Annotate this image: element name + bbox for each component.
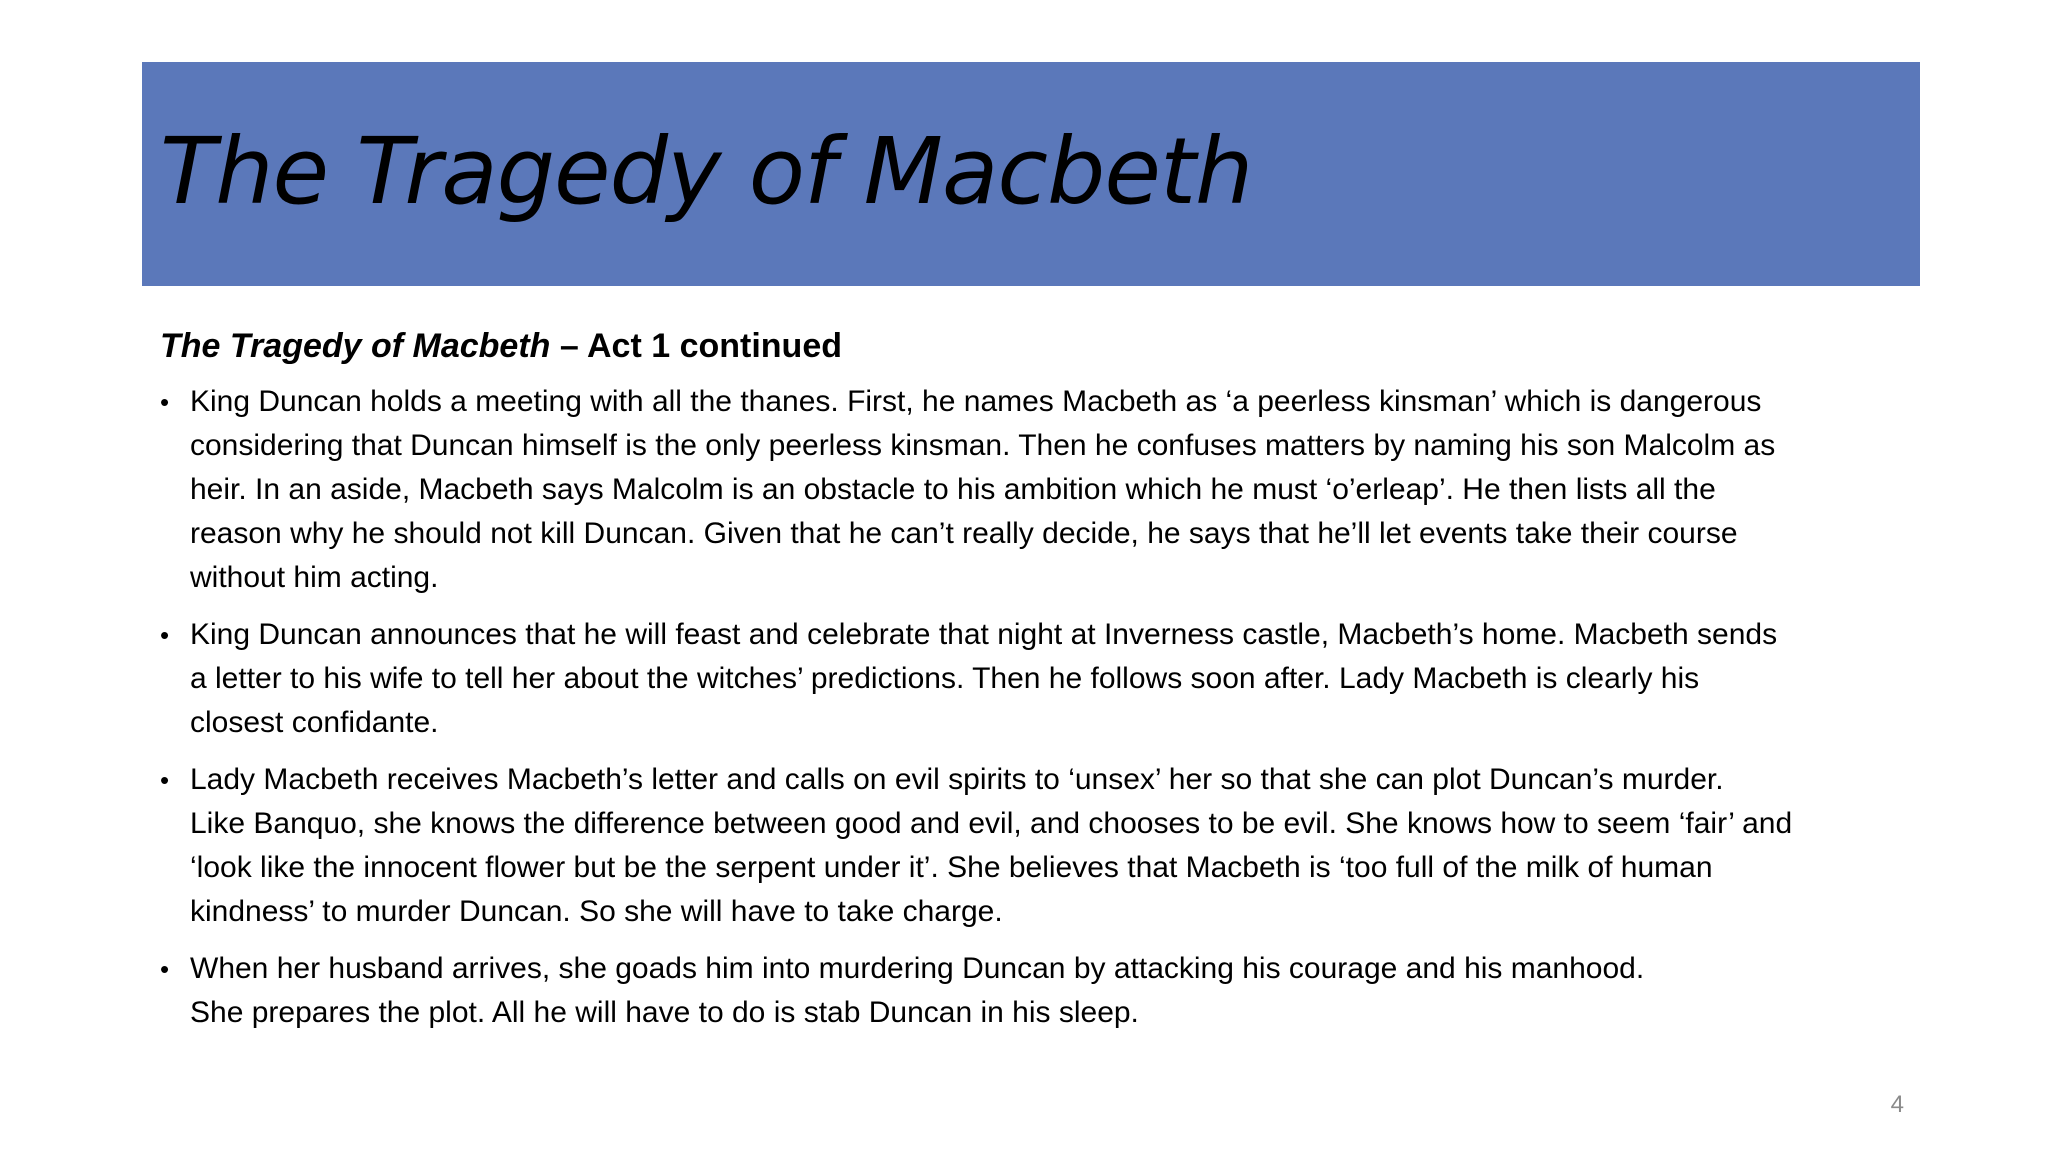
bullet-icon: • xyxy=(160,765,170,795)
bullet-line: King Duncan announces that he will feast and celebrate that night at Inverness castle, Macbeth’s home. Macbeth sends xyxy=(190,618,1778,651)
bullet-line: closest confidante. xyxy=(190,706,439,739)
bullet-line: Like Banquo, she knows the difference between good and evil, and chooses to be evil. She knows how to seem ‘fair’ and xyxy=(190,807,1793,840)
bullet-item-feast-announcement xyxy=(160,613,1860,745)
bullet-line: kindness’ to murder Duncan. So she will have to take charge. xyxy=(190,895,1003,928)
bullet-line: King Duncan holds a meeting with all the thanes. First, he names Macbeth as ‘a peerless kinsman’ which is dangerous xyxy=(190,385,1762,418)
page-number: 4 xyxy=(1890,1091,1904,1118)
bullet-item-husband-arrives xyxy=(160,947,1860,1035)
subheading-play-title: The Tragedy of Macbeth xyxy=(160,327,551,365)
bullet-item-lady-macbeth-letter xyxy=(160,758,1860,934)
bullet-line: a letter to his wife to tell her about the witches’ predictions. Then he follows soon after. Lady Macbeth is clearly his xyxy=(190,662,1700,695)
bullet-line: without him acting. xyxy=(190,561,439,594)
bullet-list xyxy=(160,380,1860,1035)
bullet-line: ‘look like the innocent flower but be the serpent under it’. She believes that Macbeth is ‘too full of the milk of human xyxy=(190,851,1713,884)
bullet-line: She prepares the plot. All he will have to do is stab Duncan in his sleep. xyxy=(190,996,1139,1029)
slide-content xyxy=(160,318,1860,1048)
bullet-icon: • xyxy=(160,387,170,417)
bullet-line: When her husband arrives, she goads him into murdering Duncan by attacking his courage and his manhood. xyxy=(190,952,1645,985)
bullet-line: Lady Macbeth receives Macbeth’s letter and calls on evil spirits to ‘unsex’ her so that she can plot Duncan’s murder. xyxy=(190,763,1724,796)
bullet-icon: • xyxy=(160,954,170,984)
slide-title: The Tragedy of Macbeth xyxy=(160,118,1253,225)
subheading-act: – Act 1 continued xyxy=(550,327,842,365)
bullet-line: considering that Duncan himself is the only peerless kinsman. Then he confuses matters by naming his son Malcolm as xyxy=(190,429,1776,462)
bullet-line: heir. In an aside, Macbeth says Malcolm is an obstacle to his ambition which he must ‘o’erleap’. He then lists all the xyxy=(190,473,1716,506)
bullet-line: reason why he should not kill Duncan. Given that he can’t really decide, he says that he’ll let events take their course xyxy=(190,517,1738,550)
bullet-icon: • xyxy=(160,620,170,650)
subheading xyxy=(160,318,1860,374)
bullet-item-duncan-meeting xyxy=(160,380,1860,600)
